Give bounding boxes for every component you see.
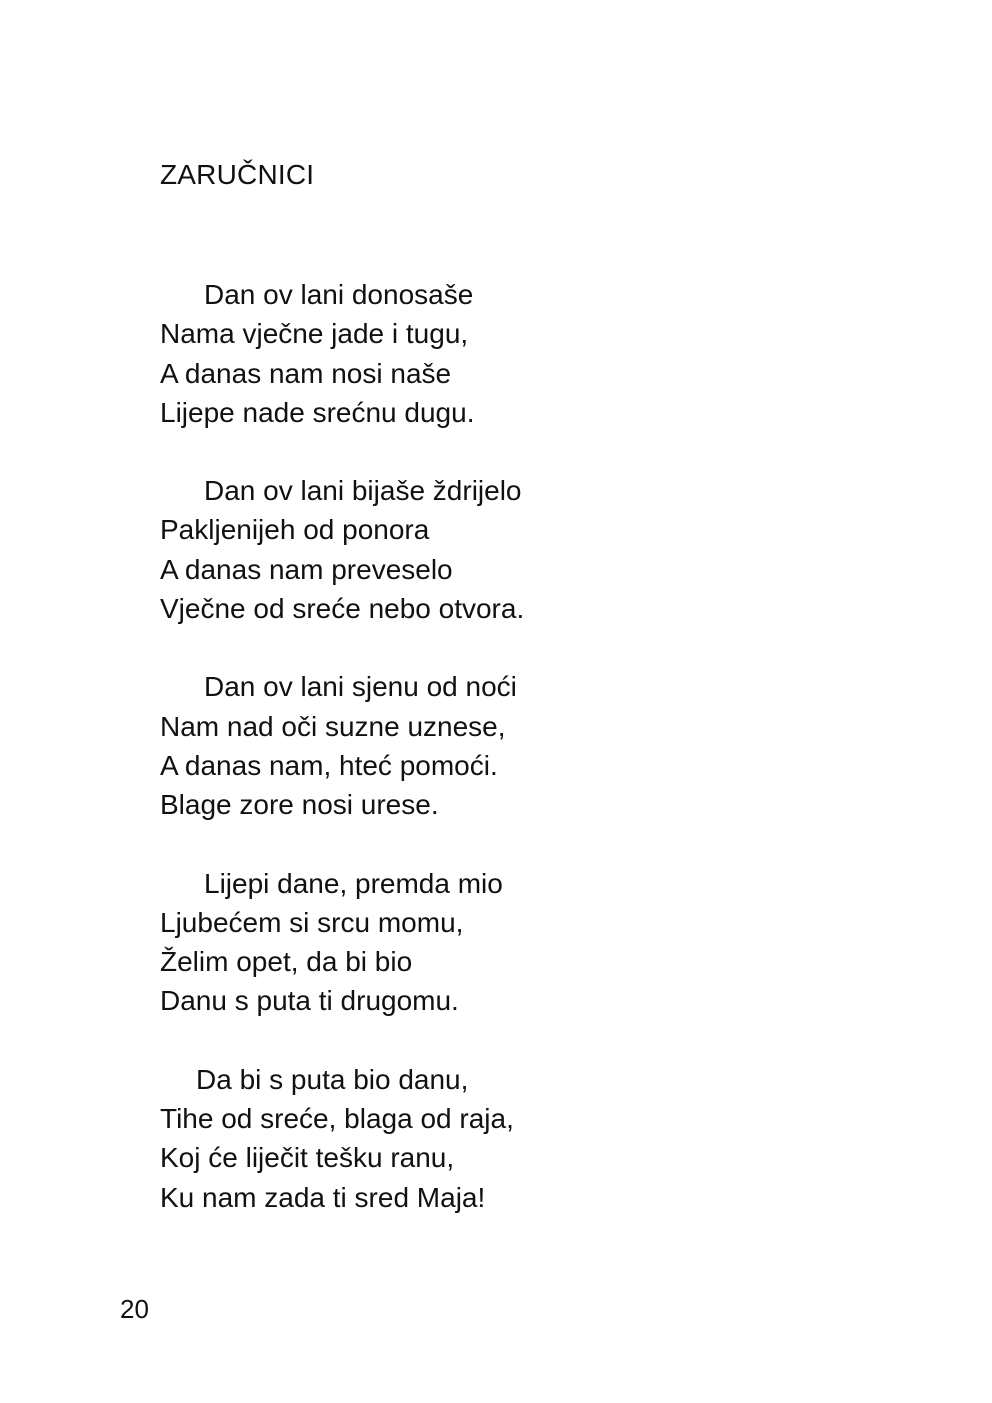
poem-line: Vječne od sreće nebo otvora. — [160, 593, 525, 625]
stanza-3 — [160, 667, 860, 824]
poem-line: Nama vječne jade i tugu, — [160, 318, 469, 350]
poem-title: ZARUČNICI — [160, 159, 315, 190]
poem-line: Ljubećem si srcu momu, — [160, 906, 464, 938]
stanza-5 — [160, 1060, 860, 1217]
stanza-4 — [160, 864, 860, 1021]
poem-line: Koj će liječit tešku ranu, — [160, 1142, 455, 1174]
poem-line: Da bi s puta bio danu, — [196, 1063, 469, 1095]
poem-line: Nam nad oči suzne uznese, — [160, 710, 506, 742]
poem-line: Blage zore nosi urese. — [160, 789, 439, 821]
poem-line: A danas nam nosi naše — [160, 357, 452, 389]
poem-line: Želim opet, da bi bio — [160, 946, 413, 978]
poem-line: Ku nam zada ti sred Maja! — [160, 1181, 486, 1213]
poem-line: Danu s puta ti drugomu. — [160, 985, 459, 1017]
poem-line: Dan ov lani donosaše — [204, 279, 474, 310]
poem-line: Dan ov lani bijaše ždrijelo — [204, 475, 522, 507]
poem-body — [160, 275, 860, 1256]
poem-line: A danas nam, hteć pomoći. — [160, 749, 498, 781]
poem-line: A danas nam preveselo — [160, 553, 453, 585]
page-number: 20 — [120, 1294, 149, 1324]
stanza-2 — [160, 471, 860, 628]
poem-line: Lijepi dane, premda mio — [204, 867, 503, 899]
poem-line: Dan ov lani sjenu od noći — [204, 671, 517, 703]
poem-line: Tihe od sreće, blaga od raja, — [160, 1103, 514, 1135]
poem-line: Lijepe nade srećnu dugu. — [160, 396, 475, 428]
stanza-1 — [160, 275, 860, 432]
poem-line: Pakljenijeh od ponora — [160, 514, 430, 546]
